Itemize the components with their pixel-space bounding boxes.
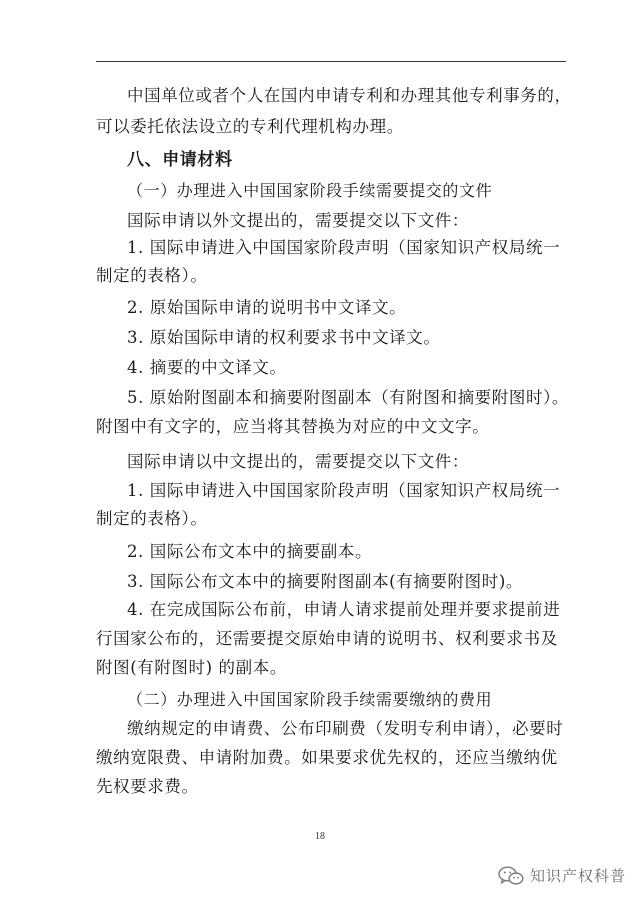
subsection-heading: （二）办理进入中国国家阶段手续需要缴纳的费用	[127, 690, 493, 709]
list-item: 2. 原始国际申请的说明书中文译文。	[127, 298, 407, 317]
list-item: 4. 摘要的中文译文。	[127, 358, 287, 377]
section-heading: 八、申请材料	[127, 150, 233, 170]
list-item: 3. 国际公布文本中的摘要附图副本(有摘要附图时)。	[127, 572, 523, 591]
paragraph-line: 缴纳规定的申请费、公布印刷费（发明专利申请），必要时	[127, 719, 564, 738]
watermark-text: 知识产权科普	[529, 867, 626, 885]
paragraph-line: 中国单位或者个人在国内申请专利和办理其他专利事务的，	[127, 86, 572, 105]
paragraph-line: 国际申请以外文提出的，需要提交以下文件：	[127, 211, 469, 230]
header-rule	[96, 61, 566, 62]
paragraph-line: 国际申请以中文提出的，需要提交以下文件：	[127, 452, 469, 471]
list-item-continuation: 附图(有附图时) 的副本。	[96, 658, 287, 677]
subsection-heading: （一）办理进入中国国家阶段手续需要提交的文件	[127, 181, 493, 200]
list-item: 4. 在完成国际公布前，申请人请求提前处理并要求提前进	[127, 600, 561, 619]
paragraph-line: 可以委托依法设立的专利代理机构办理。	[96, 117, 404, 136]
list-item-continuation: 行国家公布的，还需要提交原始申请的说明书、权利要求书及	[96, 629, 558, 648]
list-item-continuation: 制定的表格）。	[96, 509, 208, 528]
wechat-icon	[498, 866, 524, 886]
page-number: 18	[315, 831, 325, 842]
paragraph-line: 缴纳宽限费、申请附加费。如果要求优先权的，还应当缴纳优	[96, 748, 558, 767]
paragraph-line: 先权要求费。	[96, 777, 199, 796]
list-item: 1. 国际申请进入中国国家阶段声明（国家知识产权局统一	[127, 481, 561, 500]
list-item: 2. 国际公布文本中的摘要副本。	[127, 542, 373, 561]
list-item: 3. 原始国际申请的权利要求书中文译文。	[127, 328, 441, 347]
list-item: 1. 国际申请进入中国国家阶段声明（国家知识产权局统一	[127, 238, 561, 257]
list-item-continuation: 制定的表格）。	[96, 266, 208, 285]
list-item-continuation: 附图中有文字的，应当将其替换为对应的中文文字。	[96, 417, 490, 436]
list-item: 5. 原始附图副本和摘要附图副本（有附图和摘要附图时）。	[127, 388, 570, 407]
watermark	[498, 865, 626, 886]
